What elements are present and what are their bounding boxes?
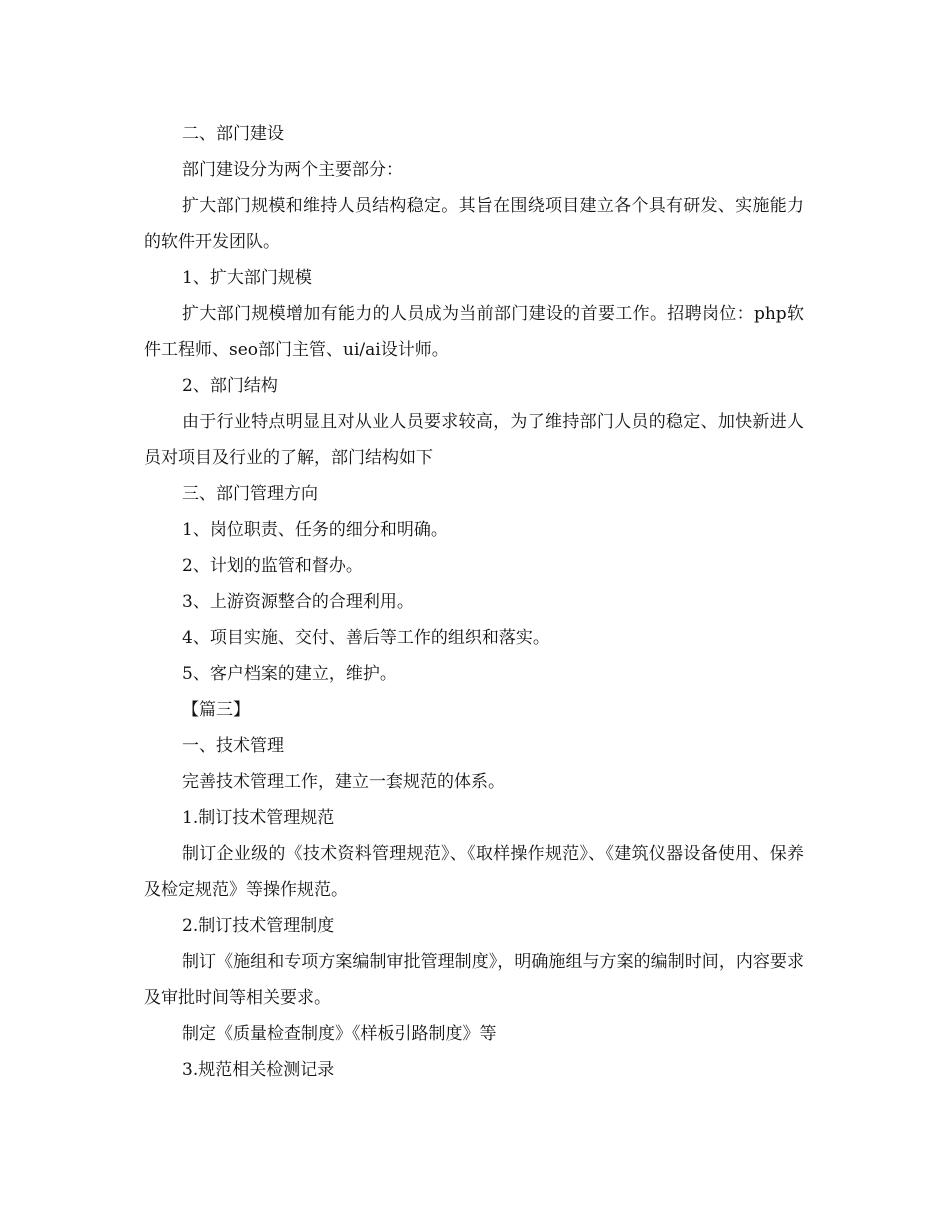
paragraph: 部门建设分为两个主要部分：: [182, 160, 403, 180]
document-body: [144, 116, 804, 1088]
section-heading: 二、部门建设: [182, 124, 284, 144]
subsection-heading: 3.规范相关检测记录: [182, 1060, 335, 1080]
section-heading: 三、部门管理方向: [182, 484, 318, 504]
section-heading: 一、技术管理: [182, 736, 284, 756]
paragraph: 扩大部门规模增加有能力的人员成为当前部门建设的首要工作。招聘岗位：php软件工程师、seo部门主管、ui/ai设计师。: [144, 304, 804, 360]
list-item: 3、上游资源整合的合理利用。: [182, 592, 414, 612]
list-item: 1、岗位职责、任务的细分和明确。: [182, 520, 448, 540]
paragraph: 制定《质量检查制度》《样板引路制度》等: [182, 1024, 497, 1044]
paragraph: 制订《施组和专项方案编制审批管理制度》，明确施组与方案的编制时间，内容要求及审批时间等相关要求。: [144, 952, 804, 1008]
paragraph: 完善技术管理工作，建立一套规范的体系。: [182, 772, 505, 792]
subsection-heading: 1、扩大部门规模: [182, 268, 312, 288]
list-item: 4、项目实施、交付、善后等工作的组织和落实。: [182, 628, 550, 648]
paragraph: 制订企业级的《技术资料管理规范》、《取样操作规范》、《建筑仪器设备使用、保养及检定规范》等操作规范。: [144, 844, 804, 900]
list-item: 2、计划的监管和督办。: [182, 556, 363, 576]
subsection-heading: 2、部门结构: [182, 376, 278, 396]
list-item: 5、客户档案的建立，维护。: [182, 664, 397, 684]
paragraph: 由于行业特点明显且对从业人员要求较高，为了维持部门人员的稳定、加快新进人员对项目及行业的了解，部门结构如下: [144, 412, 804, 468]
chapter-heading: 【篇三】: [182, 700, 250, 720]
subsection-heading: 2.制订技术管理制度: [182, 916, 335, 936]
paragraph: 扩大部门规模和维持人员结构稳定。其旨在围绕项目建立各个具有研发、实施能力的软件开发团队。: [144, 196, 804, 252]
subsection-heading: 1.制订技术管理规范: [182, 808, 335, 828]
